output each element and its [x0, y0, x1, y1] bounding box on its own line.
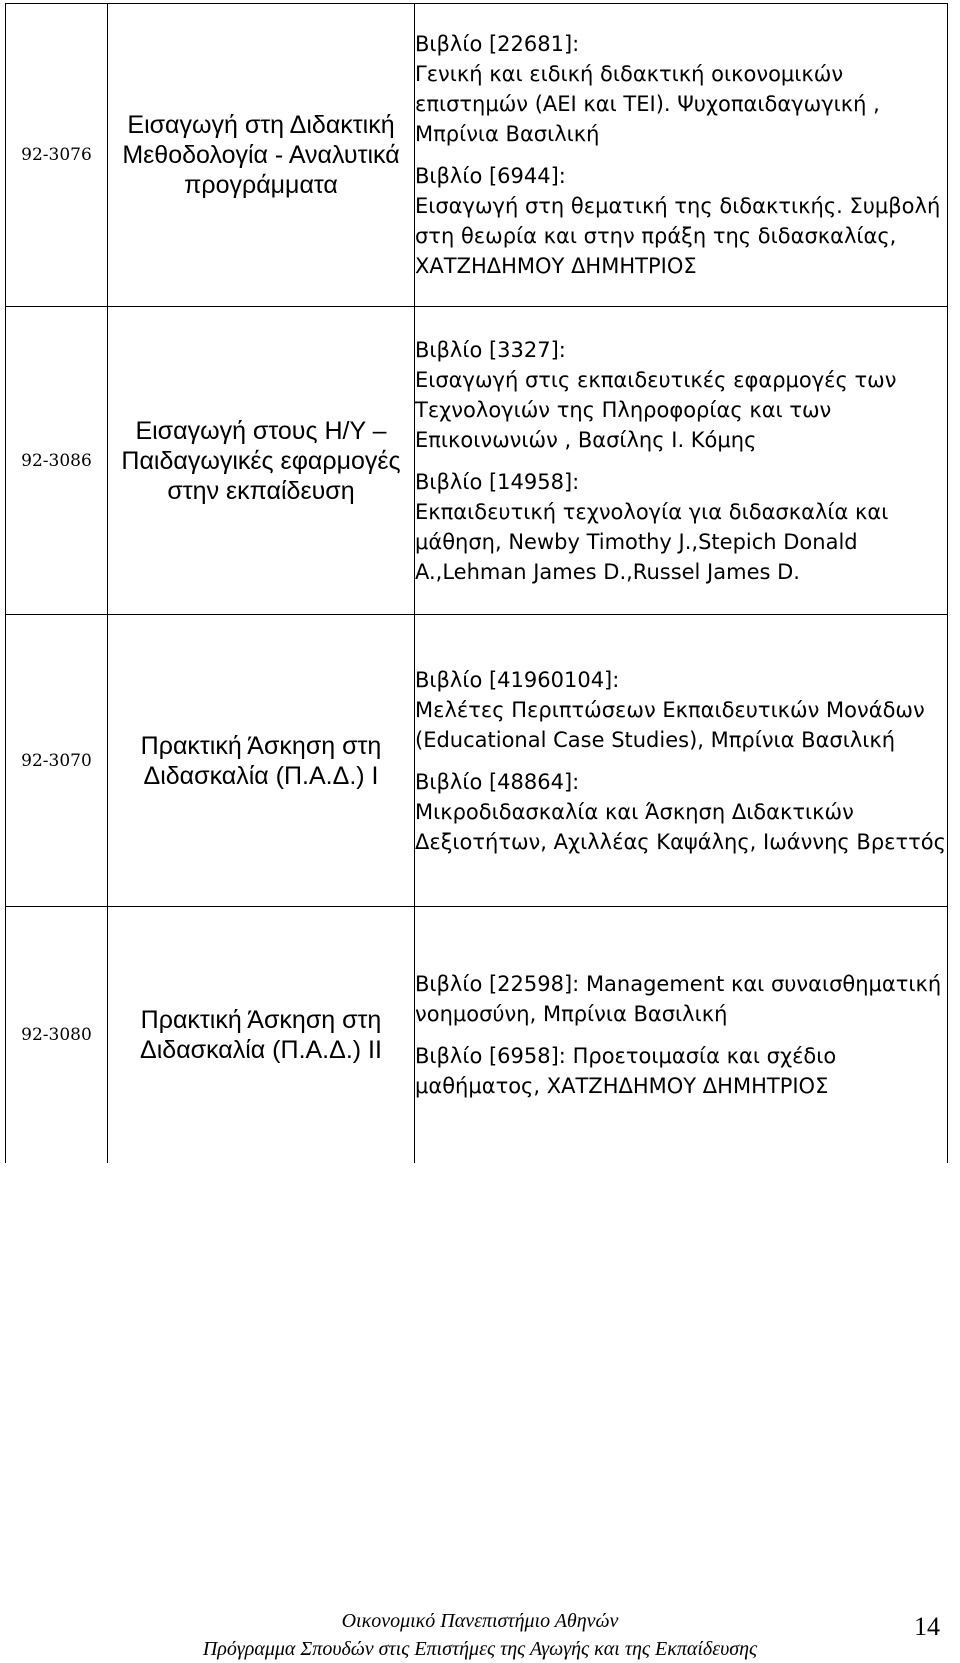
course-title: Πρακτική Άσκηση στη Διδασκαλία (Π.Α.Δ.) ΙΙ — [108, 907, 415, 1163]
table-row — [6, 615, 948, 907]
book-description: Εκπαιδευτική τεχνολογία για διδασκαλία και μάθηση, Newby Timothy J.,Stepich Donald A.,Lehman James D.,Russel James D. — [415, 499, 889, 584]
book-id: Βιβλίο [14958]: — [415, 469, 580, 494]
book-entry — [415, 767, 947, 857]
course-code: 92-3086 — [6, 307, 108, 615]
course-title: Εισαγωγή στους Η/Υ – Παιδαγωγικές εφαρμογές στην εκπαίδευση — [108, 307, 415, 615]
course-code: 92-3076 — [6, 4, 108, 307]
book-description: Μικροδιδασκαλία και Άσκηση Διδακτικών Δεξιοτήτων, Αχιλλέας Καψάλης, Ιωάννης Βρεττός — [415, 799, 946, 854]
book-id: Βιβλίο [48864]: — [415, 769, 580, 794]
book-description: Μελέτες Περιπτώσεων Εκπαιδευτικών Μονάδων (Educational Case Studies), Μπρίνια Βασιλική — [415, 697, 925, 752]
book-entry — [415, 29, 947, 149]
book-id: Βιβλίο [41960104]: — [415, 667, 620, 692]
table-row — [6, 4, 948, 307]
book-id: Βιβλίο [6958]: — [415, 1043, 566, 1068]
course-code: 92-3080 — [6, 907, 108, 1163]
book-entry — [415, 969, 947, 1029]
book-entry — [415, 1041, 947, 1101]
footer-university: Οικονομικό Πανεπιστήμιο Αθηνών — [341, 1610, 619, 1632]
page-number: 14 — [914, 1612, 940, 1641]
book-description: Εισαγωγή στις εκπαιδευτικές εφαρμογές των Τεχνολογιών της Πληροφορίας και των Επικοινωνιών , Βασίλης Ι. Κόμης — [415, 367, 897, 452]
book-description: Management και συναισθηματική νοημοσύνη, Μπρίνια Βασιλική — [415, 971, 942, 1026]
book-id: Βιβλίο [22681]: — [415, 32, 580, 56]
course-title: Εισαγωγή στη Διδακτική Μεθοδολογία - Αναλυτικά προγράμματα — [108, 4, 415, 307]
book-list — [415, 615, 948, 907]
course-code: 92-3070 — [6, 615, 108, 907]
book-id: Βιβλίο [6944]: — [415, 164, 566, 188]
book-entry — [415, 467, 947, 587]
footer-program: Πρόγραμμα Σπουδών στις Επιστήμες της Αγωγής και της Εκπαίδευσης — [202, 1638, 758, 1660]
book-entry — [415, 335, 947, 455]
book-entry — [415, 161, 947, 281]
book-list — [415, 907, 948, 1163]
book-id: Βιβλίο [22598]: — [415, 971, 580, 996]
book-description: Προετοιμασία και σχέδιο μαθήματος, ΧΑΤΖΗΔΗΜΟΥ ΔΗΜΗΤΡΙΟΣ — [415, 1043, 837, 1098]
course-table — [5, 3, 948, 1163]
book-list — [415, 4, 948, 307]
table-row — [6, 907, 948, 1163]
book-description: Γενική και ειδική διδακτική οικονομικών επιστημών (ΑΕΙ και ΤΕΙ). Ψυχοπαιδαγωγική , Μπρίνια Βασιλική — [415, 62, 880, 146]
table-row — [6, 307, 948, 615]
book-list — [415, 307, 948, 615]
book-entry — [415, 665, 947, 755]
course-title: Πρακτική Άσκηση στη Διδασκαλία (Π.Α.Δ.) Ι — [108, 615, 415, 907]
book-description: Εισαγωγή στη θεματική της διδακτικής. Συμβολή στη θεωρία και στην πράξη της διδασκαλίας, ΧΑΤΖΗΔΗΜΟΥ ΔΗΜΗΤΡΙΟΣ — [415, 194, 941, 278]
book-id: Βιβλίο [3327]: — [415, 337, 566, 362]
